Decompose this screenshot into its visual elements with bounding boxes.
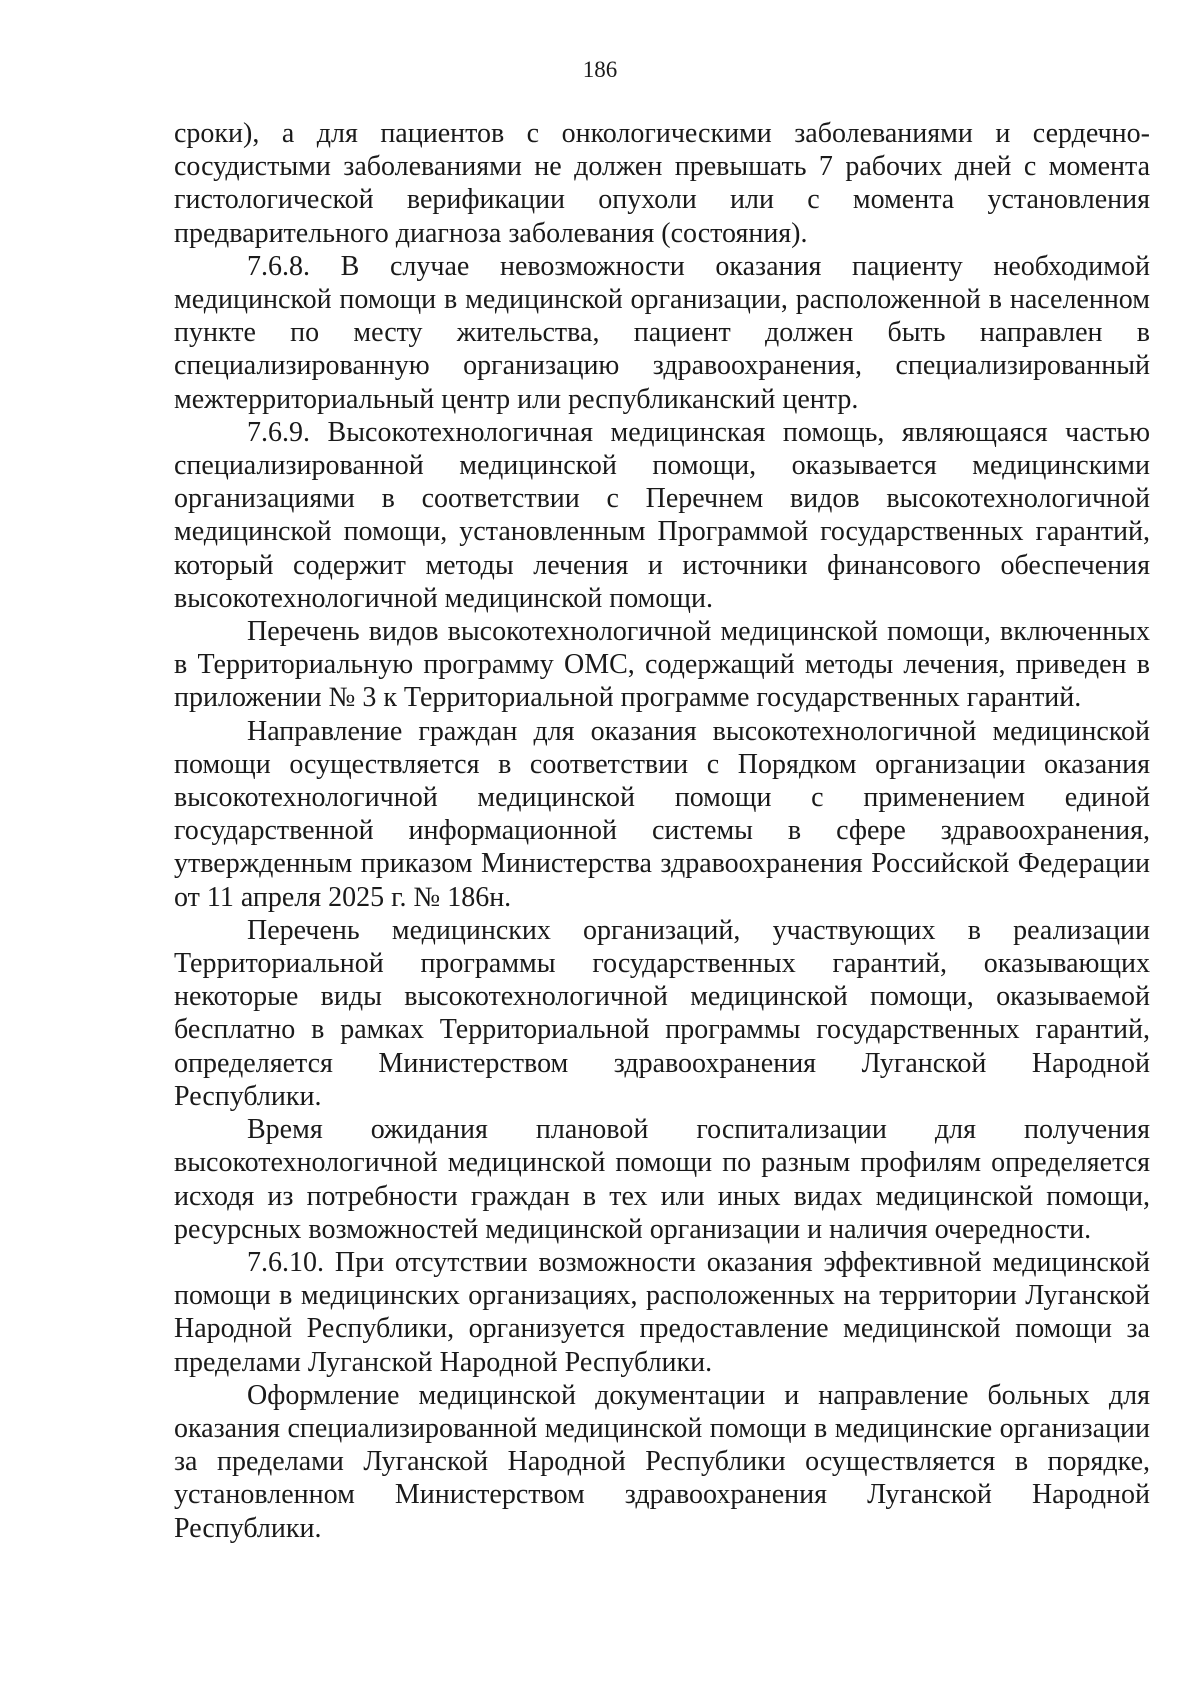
paragraph-7-6-10: 7.6.10. При отсутствии возможности оказания эффективной медицинской помощи в медицинских организациях, расположенных на территории Луганской Народной Республики, организуется предоставление медицинской помощи за пределами Луганской Народной Республики. [174, 1246, 1150, 1378]
paragraph-organizations-list: Перечень медицинских организаций, участвующих в реализации Территориальной программы государственных гарантий, оказывающих некоторые виды высокотехнологичной медицинской помощи, оказываемой бесплатно в рамках Территориальной программы государственных гарантий, определяется Министерством здравоохранения Луганской Народной Республики. [174, 914, 1150, 1112]
document-body [174, 117, 1150, 1545]
paragraph-documentation: Оформление медицинской документации и направление больных для оказания специализированной медицинской помощи в медицинские организации за пределами Луганской Народной Республики осуществляется в порядке, установленном Министерством здравоохранения Луганской Народной Республики. [174, 1379, 1150, 1544]
paragraph-7-6-8: 7.6.8. В случае невозможности оказания пациенту необходимой медицинской помощи в медицинской организации, расположенной в населенном пункте по месту жительства, пациент должен быть направлен в специализированную организацию здравоохранения, специализированный межтерриториальный центр или республиканский центр. [174, 250, 1150, 415]
page-number: 186 [582, 57, 618, 82]
paragraph-hitech-list: Перечень видов высокотехнологичной медицинской помощи, включенных в Территориальную программу ОМС, содержащий методы лечения, приведен в приложении № 3 к Территориальной программе государственных гарантий. [174, 616, 1150, 714]
paragraph-continuation: сроки), а для пациентов с онкологическими заболеваниями и сердечно-сосудистыми заболеваниями не должен превышать 7 рабочих дней с момента гистологической верификации опухоли или с момента установления предварительного диагноза заболевания (состояния). [174, 118, 1150, 249]
paragraph-waiting-time: Время ожидания плановой госпитализации для получения высокотехнологичной медицинской помощи по разным профилям определяется исходя из потребности граждан в тех или иных видах медицинской помощи, ресурсных возможностей медицинской организации и наличия очередности. [174, 1114, 1150, 1245]
paragraph-7-6-9: 7.6.9. Высокотехнологичная медицинская помощь, являющаяся частью специализированной медицинской помощи, оказывается медицинскими организациями в соответствии с Перечнем видов высокотехнологичной медицинской помощи, установленным Программой государственных гарантий, который содержит методы лечения и источники финансового обеспечения высокотехнологичной медицинской помощи. [174, 416, 1150, 614]
paragraph-referral: Направление граждан для оказания высокотехнологичной медицинской помощи осуществляется в соответствии с Порядком организации оказания высокотехнологичной медицинской помощи с применением единой государственной информационной системы в сфере здравоохранения, утвержденным приказом Министерства здравоохранения Российской Федерации от 11 апреля 2025 г. № 186н. [174, 715, 1150, 913]
